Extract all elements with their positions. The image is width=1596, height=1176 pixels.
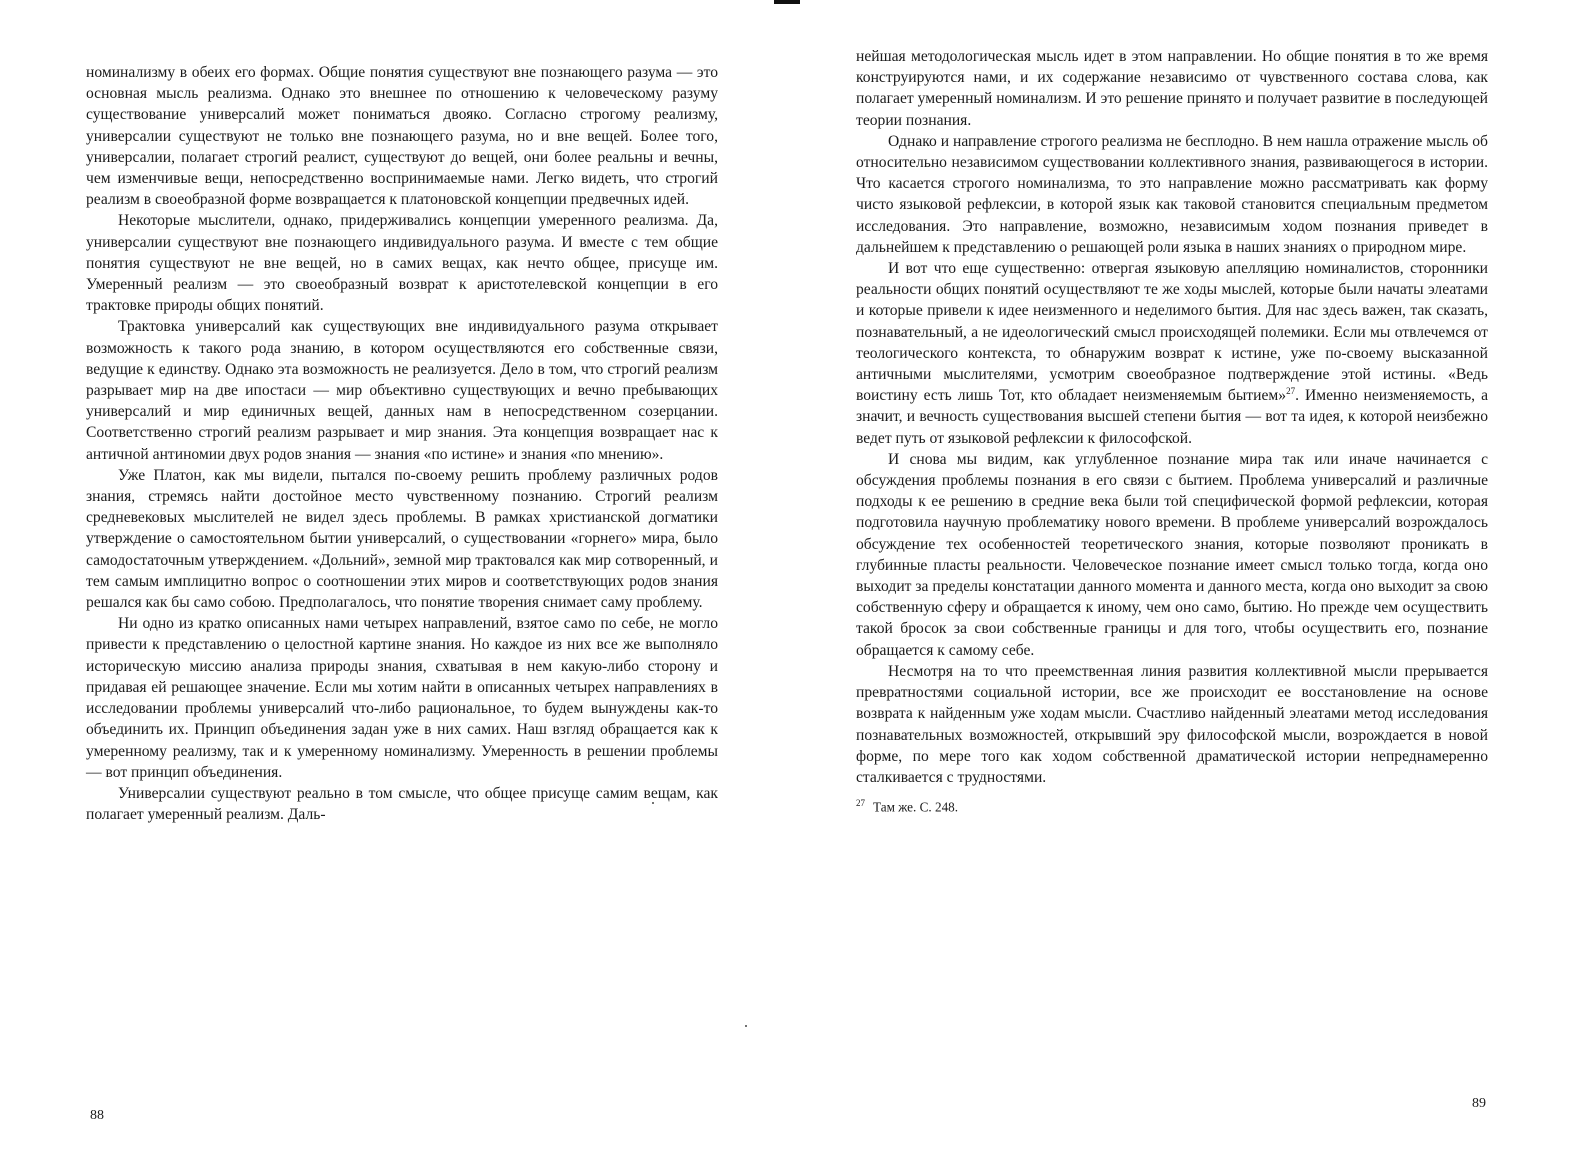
paragraph: Ни одно из кратко описанных нами четырех направлений, взятое само по себе, не могло привести к представлению о целостной картине знания. Но каждое из них все же выполняло историческую миссию анализа природы знания, схватывая в нем какую-либо сторону и придавая ей решающее значение. Если мы хотим найти в описанных четырех направлениях в исследовании проблемы универсалий что-либо рациональное, то будем вынуждены как-то объединить их. Принцип объединения задан уже в них самих. Наш взгляд обращается как к умеренному реализму, так и к умеренному номинализму. Умеренность в решении проблемы — вот принцип объединения. [86,615,718,781]
footnote-text: Там же. С. 248. [873,799,959,815]
paragraph: И снова мы видим, как углубленное познание мира так или иначе начинается с обсуждения проблемы познания в его связи с бытием. Проблема универсалий и различные подходы к ее решению в средние века были той специфической формой рефлексии, которая подготовила научную проблематику нового времени. В проблеме универсалий возрождалось обсуждение тех особенностей теоретического знания, которые позволяют проникать в глубинные пласты реальности. Человеческое познание имеет смысл только тогда, когда оно выходит за пределы констатации данного момента и данного места, когда оно выходит за свою собственную сферу и обращается к иному, чем оно само, бытию. Но прежде чем осуществить такой бросок за свои собственные границы и для того, чтобы осуществить его, познание обращается к самому себе. [856,450,1488,659]
right-page [856,46,1488,817]
page-number-right: 89 [1472,1096,1486,1111]
footnote [856,794,1488,816]
page-number-left: 88 [90,1108,104,1123]
paragraph: Однако и направление строгого реализма не бесплодно. В нем нашла отражение мысль об относительно независимом существовании коллективного знания, развивающегося в истории. Что касается строгого номинализма, то это направление можно рассматривать как форму чисто языковой рефлексии, в которой язык как таковой становится специальным предметом исследования. Это направление, возможно, независимым ходом познания приведет в дальнейшем к представлению о решающей роли языка в наших знаниях о природном мире. [856,132,1488,256]
scan-speck [745,1025,747,1027]
paragraph: Трактовка универсалий как существующих вне индивидуального разума открывает возможность к такого рода знанию, в котором осуществляются его собственные связи, ведущие к единству. Однако эта возможность не реализуется. Дело в том, что строгий реализм разрывает мир на две ипостаси — мир объективно существующих и вечно пребывающих универсалий и мир единичных вещей, данных нам в непосредственном созерцании. Соответственно строгий реализм разрывает и мир знания. Эта концепция возвращает нас к античной антиномии двух родов знания — знания «по истине» и знания «по мнению». [86,318,718,463]
footnote-reference: 27 [1286,386,1296,397]
paragraph [856,258,1488,449]
paragraph-text: . Именно неизменяемость, а значит, и вечность существования высшей степени бытия — вот та идея, к которой неизбежно ведет путь от языковой рефлексии к философской. [856,387,1488,447]
paragraph: Несмотря на то что преемственная линия развития коллективной мысли прерывается превратностями социальной истории, все же происходит ее восстановление на основе возврата к найденным уже ходам мысли. Счастливо найденный элеатами метод исследования познавательных возможностей, открывший эру философской мысли, возрождается в новой форме, по мере того как ходом собственной драматической истории непреднамеренно сталкивается с трудностями. [856,662,1488,786]
footnote-number: 27 [856,798,865,809]
paragraph: Уже Платон, как мы видели, пытался по-своему решить проблему различных родов знания, стремясь найти достойное место чувственному познанию. Строгий реализм средневековых мыслителей не видел здесь проблемы. В рамках христианской догматики утверждение о самостоятельном бытии универсалий, о существовании «горнего» мира, было самодостаточным утверждением. «Дольний», земной мир трактовался как мир сотворенный, и тем самым имплицитно вопрос о соотношении этих миров и соответствующих родов знания решался как бы само собою. Предполагалось, что понятие творения снимает саму проблему. [86,466,718,612]
paragraph: Универсалии существуют реально в том смысле, что общее присуще самим вещам, как полагает умеренный реализм. Даль- [86,784,718,824]
left-page [86,62,718,825]
paragraph: номинализму в обеих его формах. Общие понятия существуют вне познающего разума — это основная мысль реализма. Однако это внешнее по отношению к человеческому разуму существование универсалий может пониматься двояко. Согласно строгому реализму, универсалии существуют не только вне познающего разума, но и вне вещей. Более того, универсалии, полагает строгий реалист, существуют до вещей, они более реальны и вечны, чем изменчивые вещи, непосредственно воспринимаемые нами. Легко видеть, что строгий реализм в своеобразной форме возвращается к платоновской концепции предвечных идей. [86,64,718,209]
paragraph-text: И вот что еще существенно: отвергая языковую апелляцию номиналистов, сторонники реальности общих понятий осуществляют те же ходы мыслей, которые были начаты элеатами и которые привели к идее неизменного и неделимого бытия. Для нас здесь важен, так сказать, познавательный, а не идеологический смысл происходящей полемики. Если мы отвлечемся от теологического контекста, то обнаружим возврат к истине, уже по-своему высказанной античными мыслителями, усмотрим своеобразное подтверждение этой истины. «Ведь воистину есть лишь Тот, кто обладает неизменяемым бытием» [856,260,1488,405]
paragraph: нейшая методологическая мысль идет в этом направлении. Но общие понятия в то же время конструируются нами, и их содержание независимо от чувственного состава слова, как полагает умеренный номинализм. И это решение принято и получает развитие в последующей теории познания. [856,48,1488,129]
scan-speck [652,802,654,804]
binding-mark [774,0,800,4]
paragraph: Некоторые мыслители, однако, придерживались концепции умеренного реализма. Да, универсалии существуют вне познающего индивидуального разума. И вместе с тем общие понятия существуют не вне вещей, но в самих вещах, как нечто общее, присуще им. Умеренный реализм — это своеобразный возврат к аристотелевской концепции в его трактовке природы общих понятий. [86,212,718,315]
